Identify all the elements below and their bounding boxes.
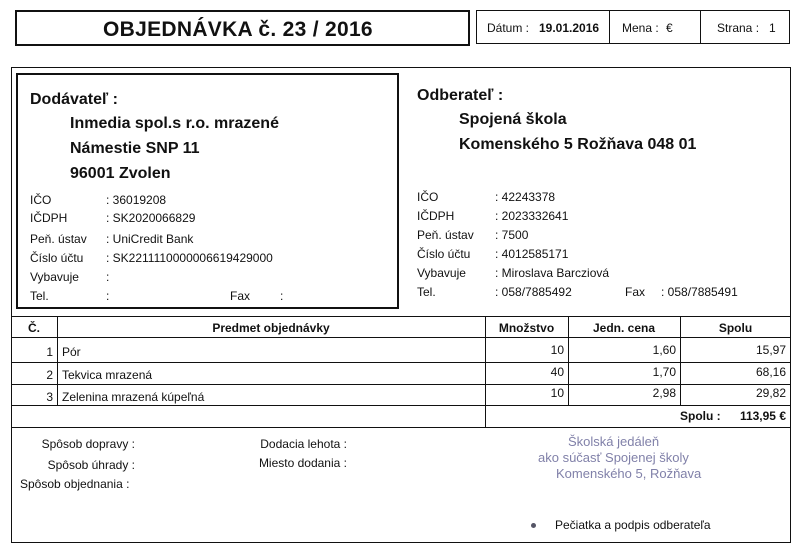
customer-section [405, 73, 790, 309]
supplier-handler-label: Vybavuje [30, 270, 79, 284]
supplier-city: 96001 Zvolen [70, 165, 171, 182]
customer-fax-label: Fax [625, 285, 646, 299]
customer-bank-value: : 7500 [495, 228, 529, 242]
document-title: OBJEDNÁVKA č. 23 / 2016 [103, 18, 373, 41]
title-box [15, 10, 470, 46]
supplier-tel-label: Tel. [30, 289, 49, 303]
date-value: 19.01.2016 [539, 21, 600, 35]
supplier-icdph-value: : SK2020066829 [106, 211, 196, 225]
customer-icdph-label: IČDPH [417, 209, 455, 223]
customer-account-value: : 4012585171 [495, 247, 569, 261]
supplier-name: Inmedia spol.s r.o. mrazené [70, 115, 279, 132]
supplier-heading: Dodávateľ : [30, 91, 118, 108]
currency-value: € [666, 21, 673, 35]
school-stamp-line3: Komenského 5, Rožňava [556, 466, 702, 481]
row-1-line [11, 362, 791, 363]
row-1-item: Pór [62, 345, 81, 359]
supplier-fax-value: : [280, 289, 284, 303]
row-2-unit: 1,70 [652, 365, 676, 379]
row-1-qty: 10 [550, 343, 564, 357]
supplier-fax-label: Fax [230, 289, 251, 303]
customer-name: Spojená škola [459, 111, 567, 128]
transport-label: Spôsob dopravy : [41, 437, 135, 451]
delivery-term-label: Dodacia lehota : [260, 437, 347, 451]
school-stamp-line1: Školská jedáleň [568, 434, 660, 449]
supplier-box [16, 73, 399, 309]
header-item: Predmet objednávky [212, 321, 330, 335]
customer-ico-value: : 42243378 [495, 190, 556, 204]
supplier-ico-label: IČO [30, 193, 52, 207]
customer-handler-value: : Miroslava Barcziová [495, 266, 610, 280]
signature-label: Pečiatka a podpis odberateľa [555, 518, 711, 532]
supplier-bank-label: Peň. ústav [30, 232, 87, 246]
header-total: Spolu [718, 321, 753, 335]
customer-tel-label: Tel. [417, 285, 436, 299]
header-qty: Množstvo [498, 321, 555, 335]
row-3-unit: 2,98 [652, 386, 676, 400]
row-2-item: Tekvica mrazená [62, 368, 153, 382]
date-label: Dátum : [487, 21, 530, 35]
row-2-total: 68,16 [755, 365, 786, 379]
row-3-total: 29,82 [755, 386, 786, 400]
customer-address: Komenského 5 Rožňava 048 01 [459, 136, 697, 153]
supplier-icdph-label: IČDPH [30, 211, 68, 225]
customer-fax-value: : 058/7885491 [661, 285, 738, 299]
payment-label: Spôsob úhrady : [47, 458, 135, 472]
supplier-handler-value: : [106, 270, 110, 284]
bullet-icon [531, 523, 536, 528]
customer-account-label: Číslo účtu [417, 247, 471, 261]
date-box [476, 10, 610, 44]
row-1-num: 1 [46, 345, 53, 359]
customer-handler-label: Vybavuje [417, 266, 466, 280]
row-1-total: 15,97 [755, 343, 786, 357]
sum-line [11, 427, 791, 428]
page-value: 1 [769, 21, 776, 35]
row-3-num: 3 [46, 390, 53, 404]
row-3-qty: 10 [550, 386, 564, 400]
page-box [700, 10, 790, 44]
customer-tel-value: : 058/7885492 [495, 285, 572, 299]
customer-icdph-value: : 2023332641 [495, 209, 569, 223]
supplier-tel-value: : [106, 289, 110, 303]
customer-bank-label: Peň. ústav [417, 228, 474, 242]
supplier-account-value: : SK2211110000006619429000 [106, 251, 273, 265]
sum-value: 113,95 € [739, 409, 786, 423]
sum-label: Spolu : [680, 409, 721, 423]
supplier-bank-value: : UniCredit Bank [106, 232, 194, 246]
customer-ico-label: IČO [417, 190, 439, 204]
ordering-label: Spôsob objednania : [20, 477, 130, 491]
school-stamp-line2: ako súčasť Spojenej školy [538, 450, 689, 465]
header-unit: Jedn. cena [592, 321, 656, 335]
row-1-unit: 1,60 [652, 343, 676, 357]
supplier-account-label: Číslo účtu [30, 251, 84, 265]
currency-box [609, 10, 701, 44]
supplier-street: Námestie SNP 11 [70, 140, 200, 157]
table-header-line [11, 337, 791, 338]
row-2-num: 2 [46, 368, 53, 382]
row-2-line [11, 384, 791, 385]
row-3-item: Zelenina mrazená kúpeľná [62, 390, 205, 404]
header-num: Č. [28, 321, 40, 335]
row-2-qty: 40 [550, 365, 564, 379]
customer-heading: Odberateľ : [417, 87, 504, 104]
row-3-line [11, 405, 791, 406]
currency-label: Mena : [622, 21, 659, 35]
page-label: Strana : [717, 21, 760, 35]
supplier-ico-value: : 36019208 [106, 193, 167, 207]
table-top-line [11, 316, 791, 317]
delivery-place-label: Miesto dodania : [258, 456, 347, 470]
